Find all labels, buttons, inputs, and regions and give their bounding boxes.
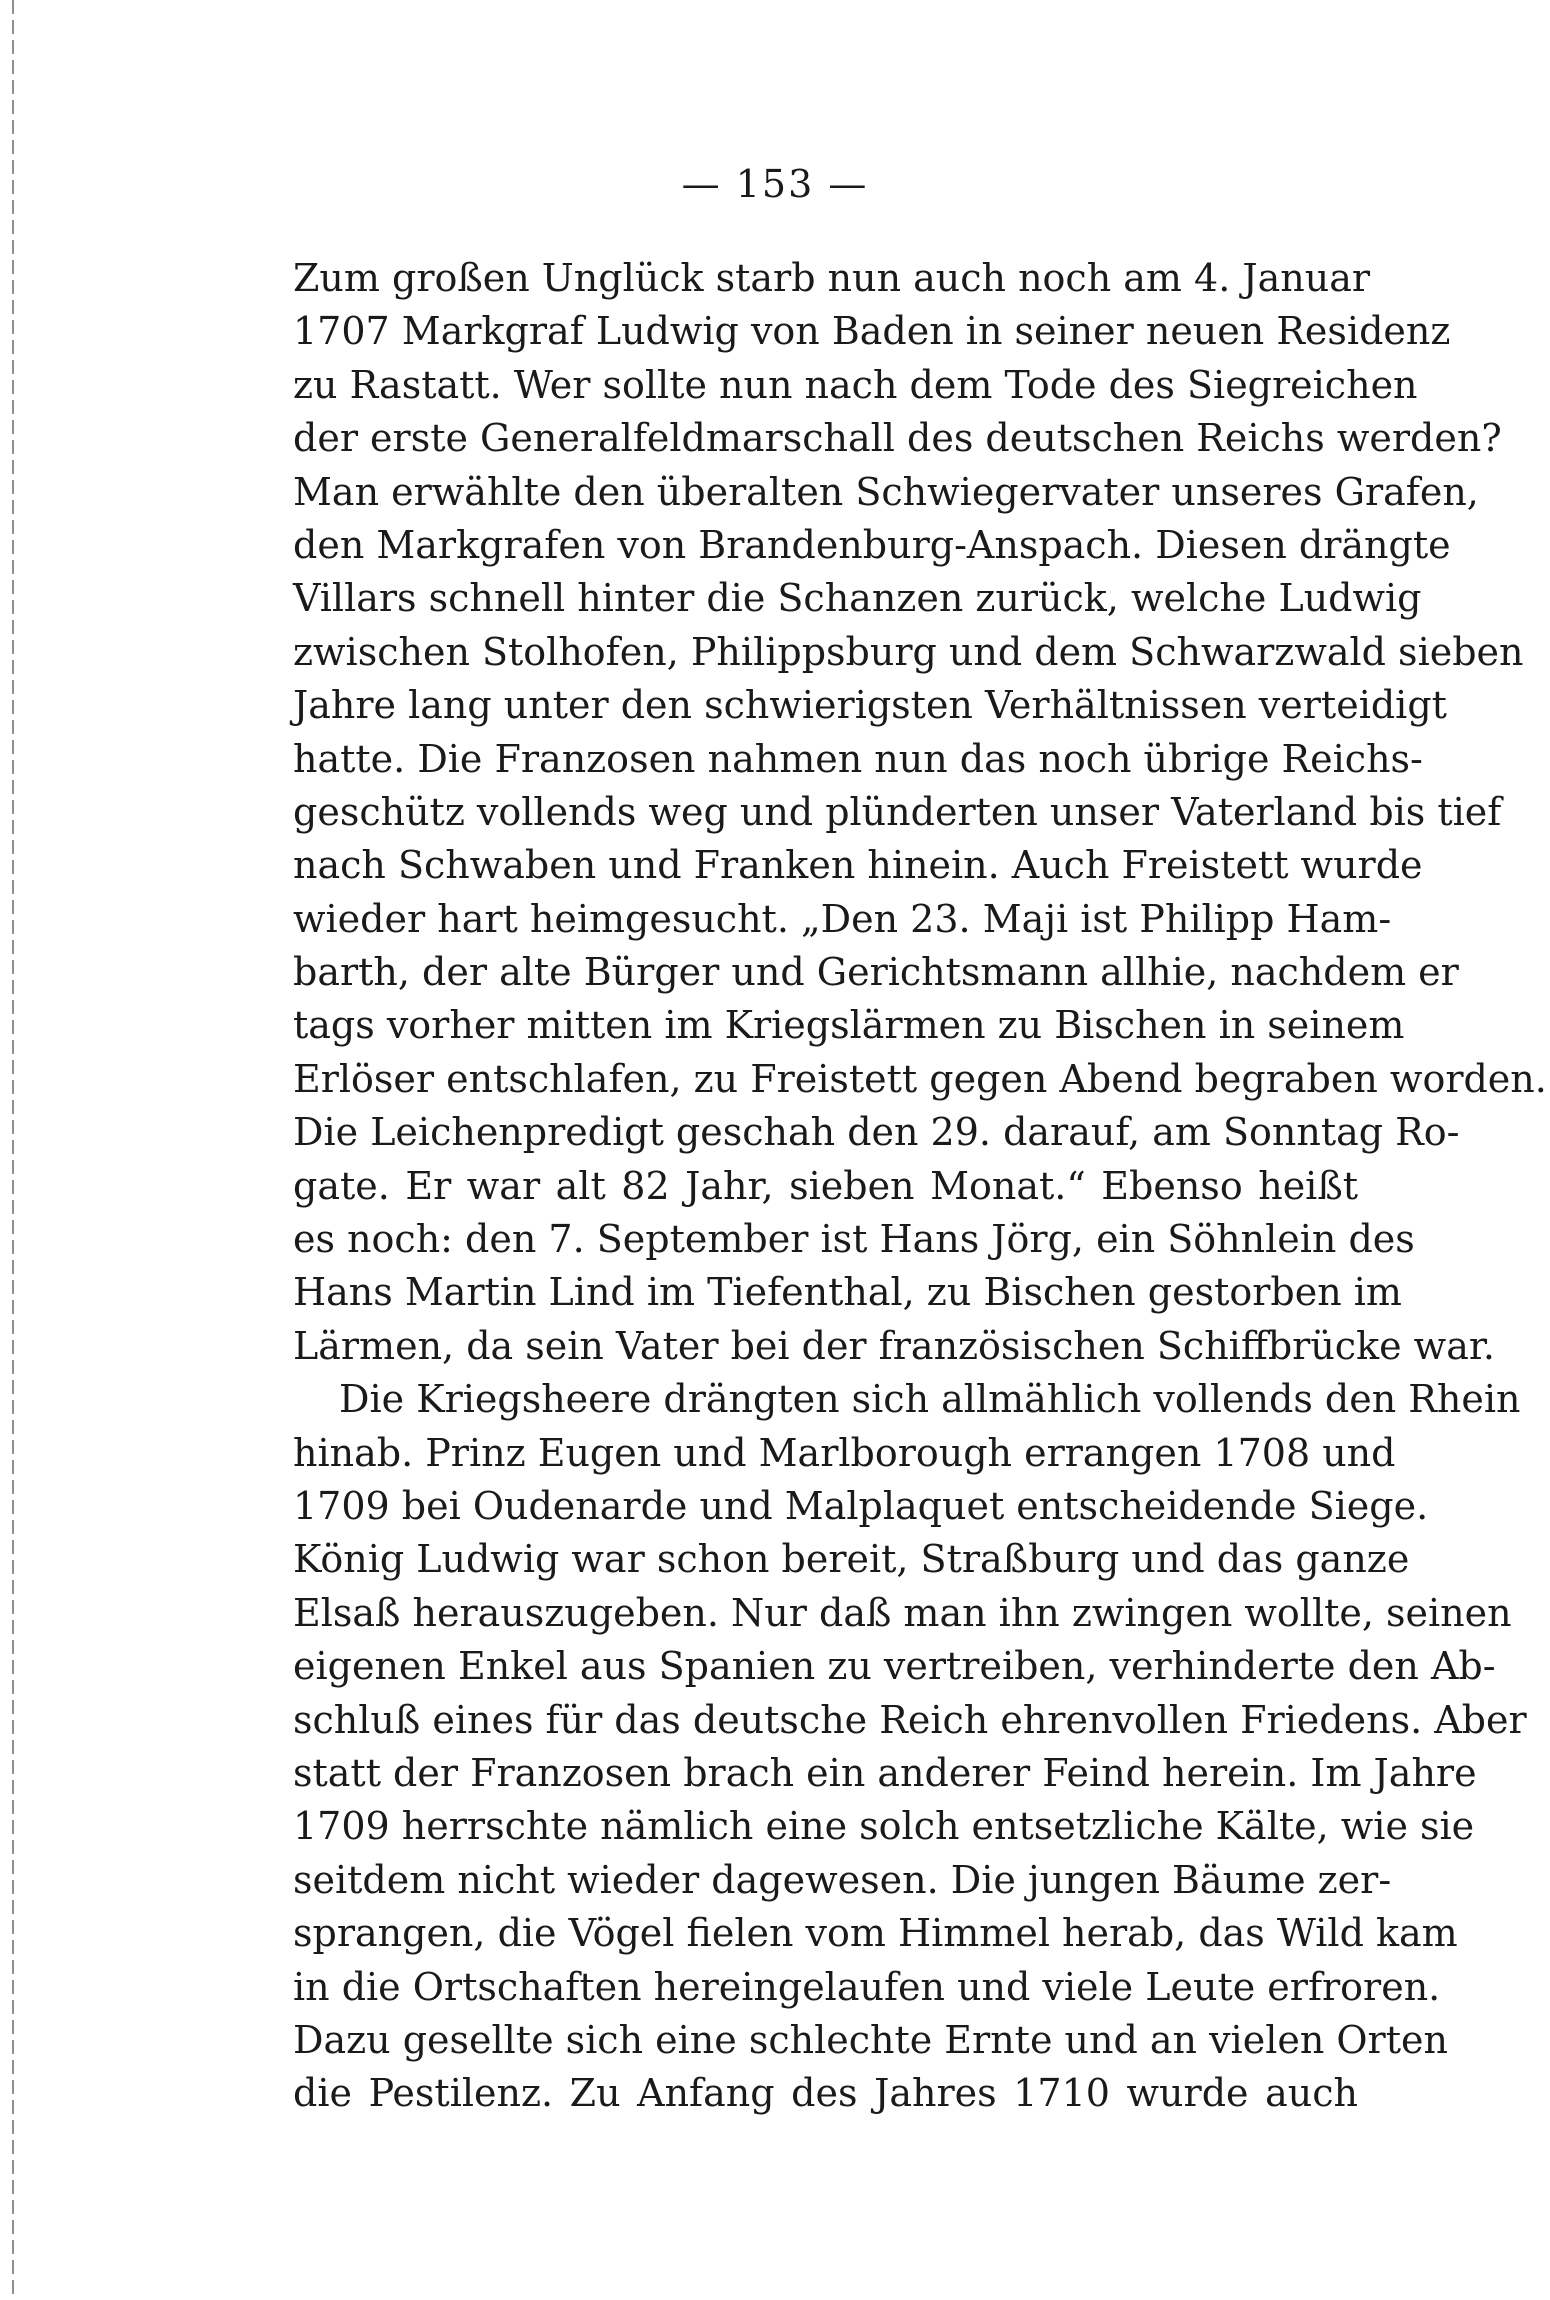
text-line: König Ludwig war schon bereit, Straßburg und das ganze [293, 1537, 1410, 1582]
text-line: gate. Er war alt 82 Jahr, sieben Monat.“ Ebenso heißt [293, 1163, 1358, 1208]
text-line: Elsaß herauszugeben. Nur daß man ihn zwingen wollte, seinen [293, 1590, 1512, 1635]
text-line: Zum großen Unglück starb nun auch noch am 4. Januar [293, 256, 1371, 300]
text-line: Hans Martin Lind im Tiefenthal, zu Bischen gestorben im [293, 1270, 1402, 1315]
text-line: sprangen, die Vögel fielen vom Himmel herab, das Wild kam [293, 1911, 1458, 1956]
text-line: tags vorher mitten im Kriegslärmen zu Bischen in seinem [293, 1003, 1405, 1048]
text-line: Villars schnell hinter die Schanzen zurück, welche Ludwig [293, 576, 1422, 621]
text-line: Erlöser entschlafen, zu Freistett gegen Abend begraben worden. [293, 1056, 1547, 1101]
text-line: Man erwählte den überalten Schwiegervater unseres Grafen, [293, 469, 1479, 514]
page-left-edge [12, 0, 14, 2300]
text-line: geschütz vollends weg und plünderten unser Vaterland bis tief [293, 789, 1502, 834]
text-line: hinab. Prinz Eugen und Marlborough errangen 1708 und [293, 1430, 1396, 1475]
text-line: den Markgrafen von Brandenburg-Anspach. Diesen drängte [293, 522, 1451, 567]
text-line: in die Ortschaften hereingelaufen und viele Leute erfroren. [293, 1964, 1441, 2009]
text-line: Die Kriegsheere drängten sich allmählich vollends den Rhein [339, 1377, 1521, 1422]
text-line: zwischen Stolhofen, Philippsburg und dem Schwarzwald sieben [293, 629, 1524, 674]
text-line: 1709 bei Oudenarde und Malplaquet entscheidende Siege. [293, 1483, 1429, 1528]
text-line: wieder hart heimgesucht. „Den 23. Maji ist Philipp Ham- [293, 896, 1392, 941]
text-line: nach Schwaben und Franken hinein. Auch Freistett wurde [293, 843, 1423, 888]
text-line: Dazu gesellte sich eine schlechte Ernte und an vielen Orten [293, 2017, 1448, 2062]
text-line: 1709 herrschte nämlich eine solch entsetzliche Kälte, wie sie [293, 1804, 1475, 1849]
text-line: zu Rastatt. Wer sollte nun nach dem Tode des Siegreichen [293, 362, 1418, 407]
text-line: schluß eines für das deutsche Reich ehrenvollen Friedens. Aber [293, 1697, 1527, 1742]
text-line: Jahre lang unter den schwierigsten Verhältnissen verteidigt [293, 683, 1447, 728]
body-text [293, 252, 1547, 2121]
text-line: seitdem nicht wieder dagewesen. Die jungen Bäume zer- [293, 1857, 1392, 1902]
text-line: statt der Franzosen brach ein anderer Feind herein. Im Jahre [293, 1750, 1477, 1795]
text-line: es noch: den 7. September ist Hans Jörg, ein Söhnlein des [293, 1217, 1415, 1262]
text-line: der erste Generalfeldmarschall des deutschen Reichs werden? [293, 416, 1502, 461]
text-line: Die Leichenpredigt geschah den 29. darauf, am Sonntag Ro- [293, 1110, 1460, 1155]
page-number: — 153 — [681, 162, 869, 206]
text-line: die Pestilenz. Zu Anfang des Jahres 1710 wurde auch [293, 2071, 1358, 2116]
text-line: Lärmen, da sein Vater bei der französischen Schiffbrücke war. [293, 1323, 1495, 1368]
text-line: eigenen Enkel aus Spanien zu vertreiben, verhinderte den Ab- [293, 1644, 1496, 1689]
text-line: 1707 Markgraf Ludwig von Baden in seiner neuen Residenz [293, 309, 1451, 354]
text-line: hatte. Die Franzosen nahmen nun das noch übrige Reichs- [293, 736, 1423, 781]
text-line: barth, der alte Bürger und Gerichtsmann allhie, nachdem er [293, 950, 1459, 995]
